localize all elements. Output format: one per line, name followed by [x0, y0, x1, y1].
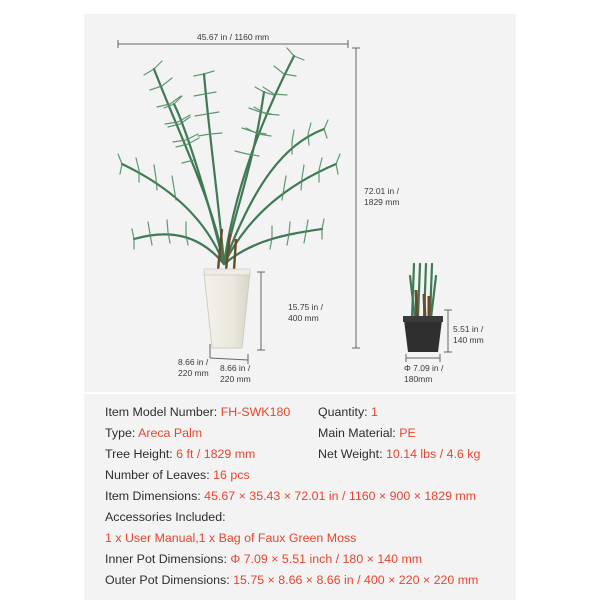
product-dimension-figure	[84, 14, 516, 392]
pot-height-line2: 400 mm	[288, 313, 319, 323]
spec-item-dimensions-value: 45.67 × 35.43 × 72.01 in / 1160 × 900 × 1829 mm	[204, 489, 477, 503]
inner-pot-diameter-line2: 180mm	[404, 374, 433, 384]
spec-outer-pot	[105, 572, 478, 588]
spec-material-value: PE	[399, 426, 416, 440]
pot-width-line2: 220 mm	[178, 368, 209, 378]
inner-pot-height-line1: 5.51 in /	[453, 324, 484, 334]
spec-accessories	[105, 509, 226, 525]
spec-quantity	[318, 404, 378, 420]
width-dimension-label: 45.67 in / 1160 mm	[197, 32, 270, 42]
spec-accessories-detail	[105, 530, 356, 546]
height-dimension-line2: 1829 mm	[364, 197, 400, 207]
pot-height-line1: 15.75 in /	[288, 302, 323, 312]
specifications-panel	[84, 394, 516, 600]
spec-model-value: FH-SWK180	[220, 405, 291, 419]
pot-depth-line2: 220 mm	[220, 374, 251, 384]
product-illustration	[84, 14, 516, 392]
height-dimension-line1: 72.01 in /	[364, 186, 399, 196]
pot-width-line1: 8.66 in /	[178, 357, 209, 367]
inner-pot-plant	[403, 264, 443, 352]
palm-fronds	[118, 48, 340, 264]
spec-net-weight	[318, 446, 480, 462]
spec-net-weight-label: Net Weight:	[318, 447, 383, 461]
pot-height-dimension-line	[257, 272, 265, 350]
spec-accessories-label: Accessories Included:	[105, 510, 226, 524]
spec-model-label: Item Model Number:	[105, 405, 218, 419]
spec-leaves-value: 16 pcs	[213, 468, 250, 482]
spec-leaves-label: Number of Leaves:	[105, 468, 210, 482]
pot-width-label	[178, 357, 209, 379]
pot-depth-label	[220, 363, 251, 385]
spec-leaves	[105, 467, 250, 483]
outer-pot	[204, 269, 250, 348]
spec-tree-height-label: Tree Height:	[105, 447, 173, 461]
spec-inner-pot-label: Inner Pot Dimensions:	[105, 552, 227, 566]
spec-material-label: Main Material:	[318, 426, 396, 440]
spec-type	[105, 425, 202, 441]
spec-quantity-value: 1	[371, 405, 378, 419]
pot-height-label	[288, 302, 323, 324]
spec-inner-pot	[105, 551, 422, 567]
spec-outer-pot-value: 15.75 × 8.66 × 8.66 in / 400 × 220 × 220 mm	[233, 573, 479, 587]
inner-pot-diameter-line1: Φ 7.09 in /	[404, 363, 444, 373]
spec-inner-pot-value: Φ 7.09 × 5.51 inch / 180 × 140 mm	[230, 552, 423, 566]
spec-item-dimensions-label: Item Dimensions:	[105, 489, 201, 503]
spec-tree-height	[105, 446, 255, 462]
spec-quantity-label: Quantity:	[318, 405, 368, 419]
inner-pot-height-label	[453, 324, 484, 346]
spec-type-value: Areca Palm	[138, 426, 203, 440]
inner-pot-height-line2: 140 mm	[453, 335, 484, 345]
spec-type-label: Type:	[105, 426, 136, 440]
height-dimension-label	[364, 186, 399, 208]
height-dimension-line	[352, 48, 360, 348]
pot-depth-line1: 8.66 in /	[220, 363, 251, 373]
spec-model	[105, 404, 290, 420]
spec-outer-pot-label: Outer Pot Dimensions:	[105, 573, 230, 587]
spec-tree-height-value: 6 ft / 1829 mm	[176, 447, 256, 461]
spec-item-dimensions	[105, 488, 476, 504]
spec-accessories-value: 1 x User Manual,1 x Bag of Faux Green Moss	[105, 531, 357, 545]
spec-net-weight-value: 10.14 lbs / 4.6 kg	[385, 447, 481, 461]
spec-material	[318, 425, 416, 441]
inner-pot-diameter-label	[404, 363, 443, 385]
